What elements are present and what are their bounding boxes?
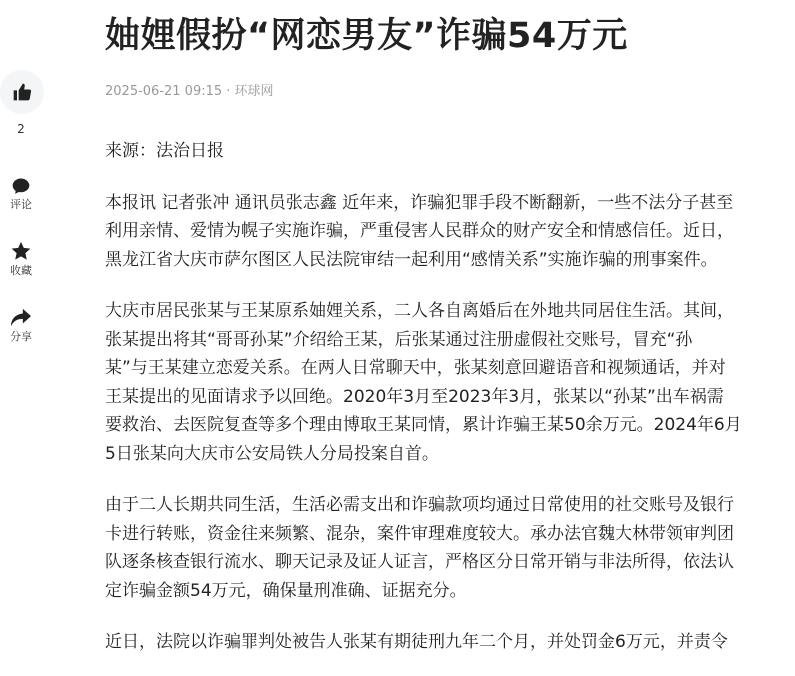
comment-button[interactable] bbox=[0, 176, 42, 212]
star-icon bbox=[10, 240, 32, 262]
paragraph bbox=[105, 491, 795, 605]
article-title: 妯娌假扮“网恋男友”诈骗54万元 bbox=[105, 16, 628, 56]
paragraph bbox=[105, 189, 795, 275]
paragraph-line: 黑龙江省大庆市萨尔图区人民法院审结一起利用“感情关系”实施诈骗的刑事案件。 bbox=[105, 249, 718, 270]
paragraph-line: 利用亲情、爱情为幌子实施诈骗，严重侵害人民群众的财产安全和情感信任。近日， bbox=[105, 221, 734, 241]
comment-label: 评论 bbox=[10, 198, 32, 211]
thumbs-up-icon bbox=[12, 82, 32, 102]
action-rail bbox=[0, 0, 44, 676]
like-button[interactable] bbox=[0, 70, 44, 114]
comment-icon bbox=[11, 176, 31, 196]
share-button[interactable] bbox=[0, 308, 42, 344]
paragraph bbox=[105, 137, 795, 166]
paragraph-line: 王某提出的见面请求予以回绝。2020年3月至2023年3月，张某以“孙某”出车祸需 bbox=[105, 386, 724, 407]
paragraph-line: 队逐条核查银行流水、聊天记录及证人证言，严格区分日常开销与非法所得，依法认 bbox=[105, 552, 734, 572]
paragraph bbox=[105, 297, 795, 468]
paragraph-line: 定诈骗金额54万元，确保量刑准确、证据充分。 bbox=[105, 580, 467, 601]
paragraph-line: 张某提出将其“哥哥孙某”介绍给王某，后张某通过注册虚假社交账号，冒充“孙 bbox=[105, 329, 693, 350]
paragraph-line: 来源：法治日报 bbox=[105, 141, 224, 161]
paragraph-line: 卡进行转账，资金往来频繁、混杂，案件审理难度较大。承办法官魏大林带领审判团 bbox=[105, 523, 734, 544]
paragraph-line: 大庆市居民张某与王某原系妯娌关系，二人各自离婚后在外地共同居住生活。其间， bbox=[105, 301, 734, 321]
article-body bbox=[105, 137, 795, 676]
like-count: 2 bbox=[17, 122, 25, 136]
paragraph-line: 本报讯 记者张冲 通讯员张志鑫 近年来，诈骗犯罪手段不断翻新，一些不法分子甚至 bbox=[105, 192, 734, 213]
paragraph-line: 5日张某向大庆市公安局铁人分局投案自首。 bbox=[105, 443, 439, 464]
article-meta: 2025-06-21 09:15 · 环球网 bbox=[105, 84, 274, 99]
share-label: 分享 bbox=[10, 330, 32, 343]
paragraph-line: 近日，法院以诈骗罪判处被告人张某有期徒刑九年二个月，并处罚金6万元，并责令 bbox=[105, 632, 728, 652]
paragraph-line: 要救治、去医院复查等多个理由博取王某同情，累计诈骗王某50余万元。2024年6月 bbox=[105, 415, 742, 435]
paragraph-line: 某”与王某建立恋爱关系。在两人日常聊天中，张某刻意回避语音和视频通话，并对 bbox=[105, 358, 726, 378]
share-icon bbox=[10, 308, 32, 328]
collect-button[interactable] bbox=[0, 240, 42, 278]
paragraph bbox=[105, 628, 795, 657]
paragraph-line: 由于二人长期共同生活，生活必需支出和诈骗款项均通过日常使用的社交账号及银行 bbox=[105, 495, 734, 515]
collect-label: 收藏 bbox=[10, 264, 32, 277]
